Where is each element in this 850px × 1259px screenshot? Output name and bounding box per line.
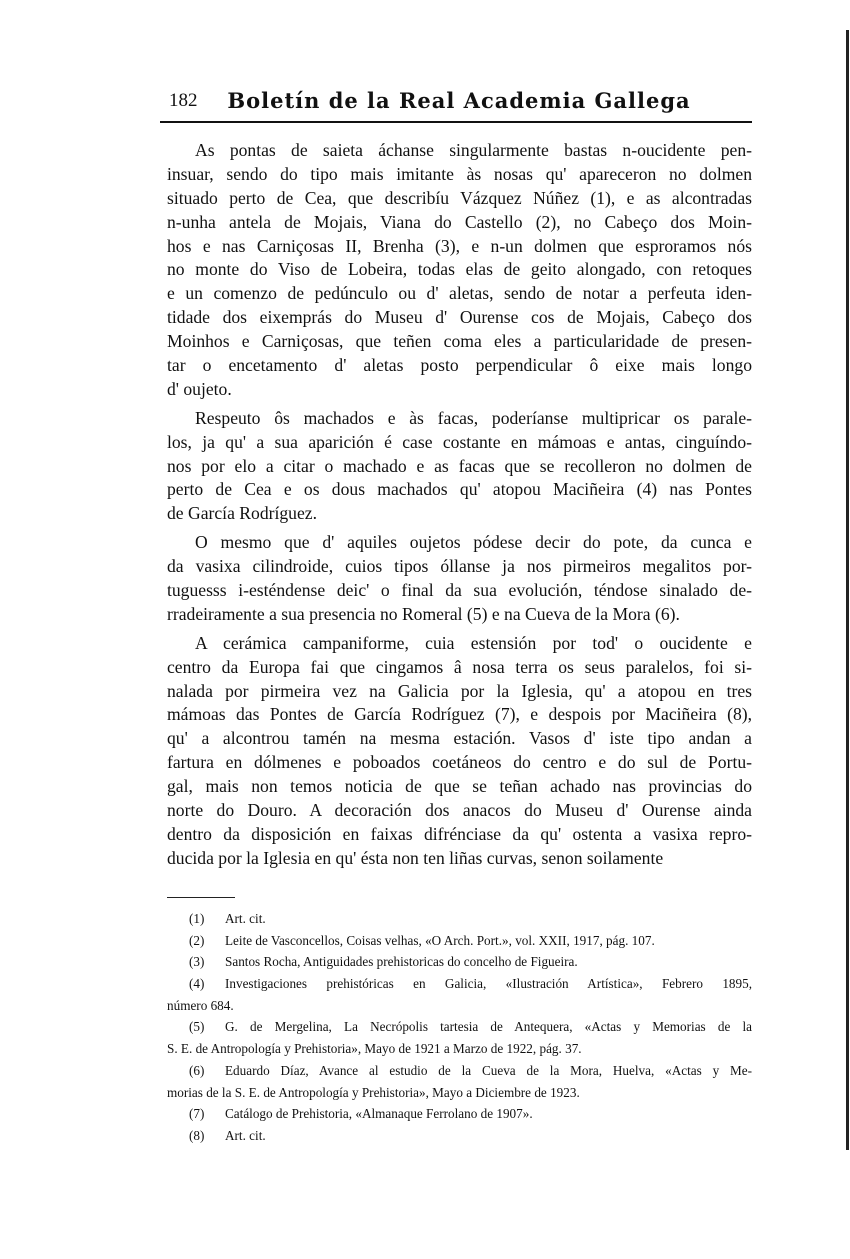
text-line: nos por elo a citar o machado e as facas que se recolleron no dolmen de [167, 455, 752, 476]
footnote-line [167, 1060, 752, 1082]
text-line: da vasixa cilindroide, cuios tipos óllanse ja nos pirmeiros megalitos por- [167, 556, 752, 577]
running-title: Boletín de la Real Academia Gallega [227, 88, 691, 113]
footnote-line [167, 951, 752, 973]
footnote-line [167, 1016, 752, 1038]
paragraph [167, 139, 752, 402]
text-line: As pontas de saieta áchanse singularmente bastas n-oucidente pen- [195, 140, 752, 160]
scan-edge [846, 30, 849, 1150]
footnotes [167, 908, 752, 1147]
text-line: los, ja qu' a sua aparición é case costante en mámoas e antas, cinguíndo- [167, 431, 752, 452]
text-line: tuguesss i-esténdense deic' o final da sua evolución, téndose sinalado de- [167, 580, 752, 601]
text-line: situado perto de Cea, que describíu Vázquez Núñez (1), e as alcontradas [167, 187, 752, 208]
text-line: e un comenzo de pedúnculo ou d' aletas, sendo de notar a perfeuta iden- [167, 283, 752, 304]
footnote-text: G. de Mergelina, La Necrópolis tartesia de Antequera, «Actas y Memorias de la [225, 1019, 752, 1035]
footnote-line [167, 930, 752, 952]
page-header [165, 88, 753, 118]
text-line: Moinhos e Carniçosas, que teñen coma eles a particularidade de presen- [167, 331, 752, 352]
footnote-line [167, 1125, 752, 1147]
text-line: ducida por la Iglesia en qu' ésta non ten liñas curvas, senon soilamente [167, 847, 664, 868]
text-line: A cerámica campaniforme, cuia estensión por tod' o oucidente e [195, 632, 752, 653]
text-line: dentro da disposición en faixas difrénciase da qu' ostenta a vasixa repro- [167, 823, 752, 844]
footnote-number: (8) [189, 1127, 205, 1143]
paragraph [167, 407, 752, 526]
footnote-number: (3) [189, 954, 205, 970]
text-line: insuar, sendo do tipo mais imitante às nosas qu' apareceron no dolmen [167, 163, 752, 184]
text-line: d' oujeto. [167, 378, 232, 399]
text-line: tidade dos eixemprás do Museu d' Ourense cos de Mojais, Cabeço dos [167, 307, 752, 328]
text-line: nalada por pirmeira vez na Galicia por la Iglesia, qu' a atopou en tres [167, 680, 752, 701]
footnote-line [167, 995, 752, 1017]
footnote-text: Santos Rocha, Antiguidades prehistoricas do concelho de Figueira. [225, 954, 578, 970]
text-line: O mesmo que d' aquiles oujetos pódese decir do pote, da cunca e [195, 532, 752, 553]
text-line: rradeiramente a sua presencia no Romeral (5) e na Cueva de la Mora (6). [167, 603, 680, 624]
footnote-line [167, 973, 752, 995]
footnote-text: Eduardo Díaz, Avance al estudio de la Cueva de la Mora, Huelva, «Actas y Me- [225, 1062, 752, 1078]
footnote-number: (1) [189, 911, 205, 926]
footnote-text: número 684. [167, 997, 234, 1013]
footnote-text: Art. cit. [225, 911, 266, 926]
footnote-line [167, 1082, 752, 1104]
text-line: centro da Europa fai que cingamos â nosa terra os seus paralelos, foi si- [167, 656, 752, 677]
footnote-text: S. E. de Antropología y Prehistoria», Mayo de 1921 a Marzo de 1922, pág. 37. [167, 1041, 582, 1057]
body-text [167, 139, 752, 876]
footnote-text: morias de la S. E. de Antropología y Prehistoria», Mayo a Diciembre de 1923. [167, 1084, 580, 1100]
footnote-line [167, 908, 752, 930]
header-rule [160, 121, 752, 123]
footnote-text: Investigaciones prehistóricas en Galicia, «Ilustración Artística», Febrero 1895, [225, 976, 752, 992]
text-line: gal, mais non temos noticia de que se teñan achado nas provincias do [167, 776, 752, 797]
text-line: qu' a alcontrou tamén na mesma estación. Vasos d' iste tipo andan a [167, 728, 752, 749]
footnote-number: (4) [189, 976, 205, 992]
paragraph [167, 632, 752, 871]
text-line: de García Rodríguez. [167, 503, 317, 524]
text-line: no monte do Viso de Lobeira, todas elas de geito alongado, con retoques [167, 259, 752, 280]
text-line: fartura en dólmenes e poboados coetáneos do centro e do sul de Portu- [167, 752, 752, 773]
footnote-line [167, 1103, 752, 1125]
footnote-number: (6) [189, 1062, 205, 1078]
footnote-number: (2) [189, 932, 205, 948]
footnote-text: Catálogo de Prehistoria, «Almanaque Ferrolano de 1907». [225, 1106, 533, 1122]
text-line: perto de Cea e os dous machados qu' atopou Maciñeira (4) nas Pontes [167, 479, 752, 500]
footnote-line [167, 1038, 752, 1060]
footnote-number: (5) [189, 1019, 205, 1035]
footnote-text: Art. cit. [225, 1127, 266, 1143]
text-line: hos e nas Carniçosas II, Brenha (3), e n-un dolmen que esproramos nós [167, 235, 752, 256]
text-line: Respeuto ôs machados e às facas, poderíanse multipricar os parale- [195, 407, 752, 428]
footnote-number: (7) [189, 1106, 205, 1122]
text-line: norte do Douro. A decoración dos anacos do Museu d' Ourense ainda [167, 800, 752, 821]
footnote-text: Leite de Vasconcellos, Coisas velhas, «O Arch. Port.», vol. XXII, 1917, pág. 107. [225, 932, 655, 948]
footnote-separator [167, 897, 235, 898]
text-line: tar o encetamento d' aletas posto perpendicular ô eixe mais longo [167, 355, 752, 376]
paragraph [167, 531, 752, 627]
page-number: 182 [169, 90, 198, 111]
text-line: n-unha antela de Mojais, Viana do Castello (2), no Cabeço dos Moin- [167, 211, 752, 232]
text-line: mámoas das Pontes de García Rodríguez (7), e despois por Maciñeira (8), [167, 704, 752, 725]
